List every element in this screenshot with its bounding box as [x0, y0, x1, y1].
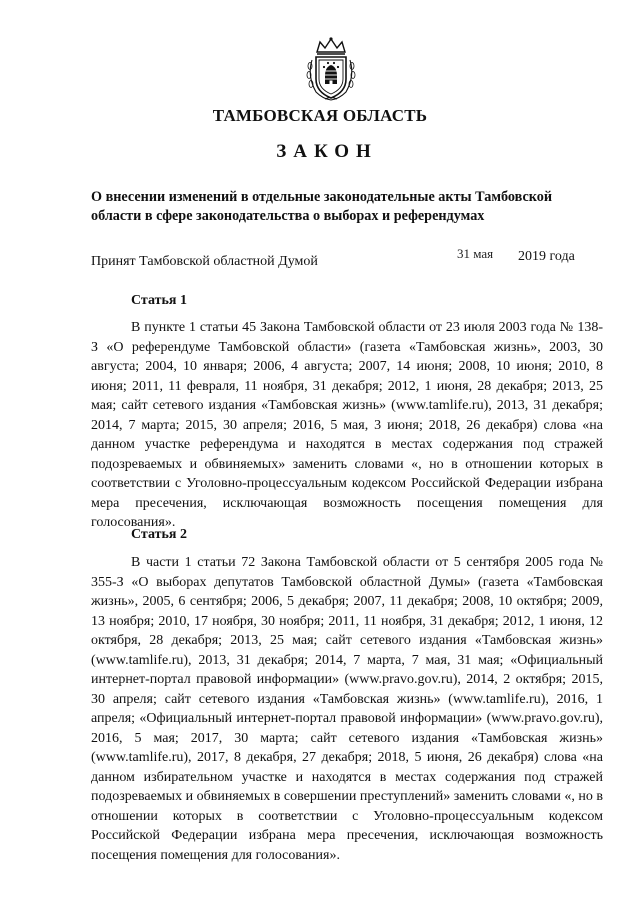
article-1-title: Статья 1	[131, 293, 187, 308]
adoption-year: 2019 года	[518, 249, 575, 264]
document-type: ЗАКОН	[276, 141, 378, 162]
coat-of-arms-icon	[303, 36, 359, 102]
article-2-text: В части 1 статьи 72 Закона Тамбовской области от 5 сентября 2005 года № 355-З «О выборах депутатов Тамбовской областной Думы» (газета «Тамбовская жизнь», 2005, 6 сентября; 2006, 5 декабря; 2007, 11 декабря; 2008, 10 октября; 2009, 13 ноября; 2010, 17 ноября, 30 ноября; 2011, 11 ноября, 31 декабря; 2012, 1 июня, 12 октября, 28 декабря; 2013, 25 мая; сайт сетевого издания «Тамбовская жизнь» (www.tamlife.ru), 2013, 31 декабря; 2014, 7 марта, 7 мая, 31 мая; «Официальный интернет-портал правовой информации» (www.pravo.gov.ru), 2014, 2 октября; 2015, 30 апреля; сайт сетевого издания «Тамбовская жизнь» (www.tamlife.ru), 2016, 1 апреля; «Официальный интернет-портал правовой информации» (www.pravo.gov.ru), 2016, 5 мая; 2017, 30 марта; сайт сетевого издания «Тамбовская жизнь» (www.tamlife.ru), 2017, 8 декабря, 27 декабря; 2018, 5 июня, 26 декабря) слова «на данном избирательном участке и находятся в местах содержания под стражей подозреваемых и обвиняемых в совершении преступлений» заменить словами «, но в отношении которых в соответствии с Уголовно-процессуальным кодексом Российской Федерации избрана мера пресечения, исключающая возможность посещения помещения для голосования».	[91, 555, 603, 863]
article-1-text: В пункте 1 статьи 45 Закона Тамбовской области от 23 июля 2003 года № 138-З «О референдуме Тамбовской области» (газета «Тамбовская жизнь», 2003, 30 августа; 2004, 10 января; 2006, 4 августа; 2007, 14 июня; 2008, 10 июня; 2010, 8 июня; 2011, 11 февраля, 11 ноября, 31 декабря; 2012, 1 июня, 28 декабря; 2013, 25 мая; сайт сетевого издания «Тамбовская жизнь» (www.tamlife.ru), 2013, 31 декабря; 2014, 7 марта; 2015, 30 апреля; 2016, 5 мая, 3 июня; 2018, 26 декабря) слова «на данном участке референдума и находятся в местах содержания под стражей подозреваемых и обвиняемых» заменить словами «, но в отношении которых в соответствии с Уголовно-процессуальным кодексом Российской Федерации избрана мера пресечения, исключающая возможность посещения помещения для голосования».	[91, 320, 603, 530]
law-title: О внесении изменений в отдельные законодательные акты Тамбовской области в сфере законодательства о выборах и референдумах	[91, 189, 553, 224]
article-2-title: Статья 2	[131, 527, 187, 542]
adoption-date-handwritten: 31 мая	[457, 246, 494, 261]
region-title: ТАМБОВСКАЯ ОБЛАСТЬ	[212, 106, 428, 125]
adoption-statement: Принят Тамбовской областной Думой	[91, 254, 318, 269]
